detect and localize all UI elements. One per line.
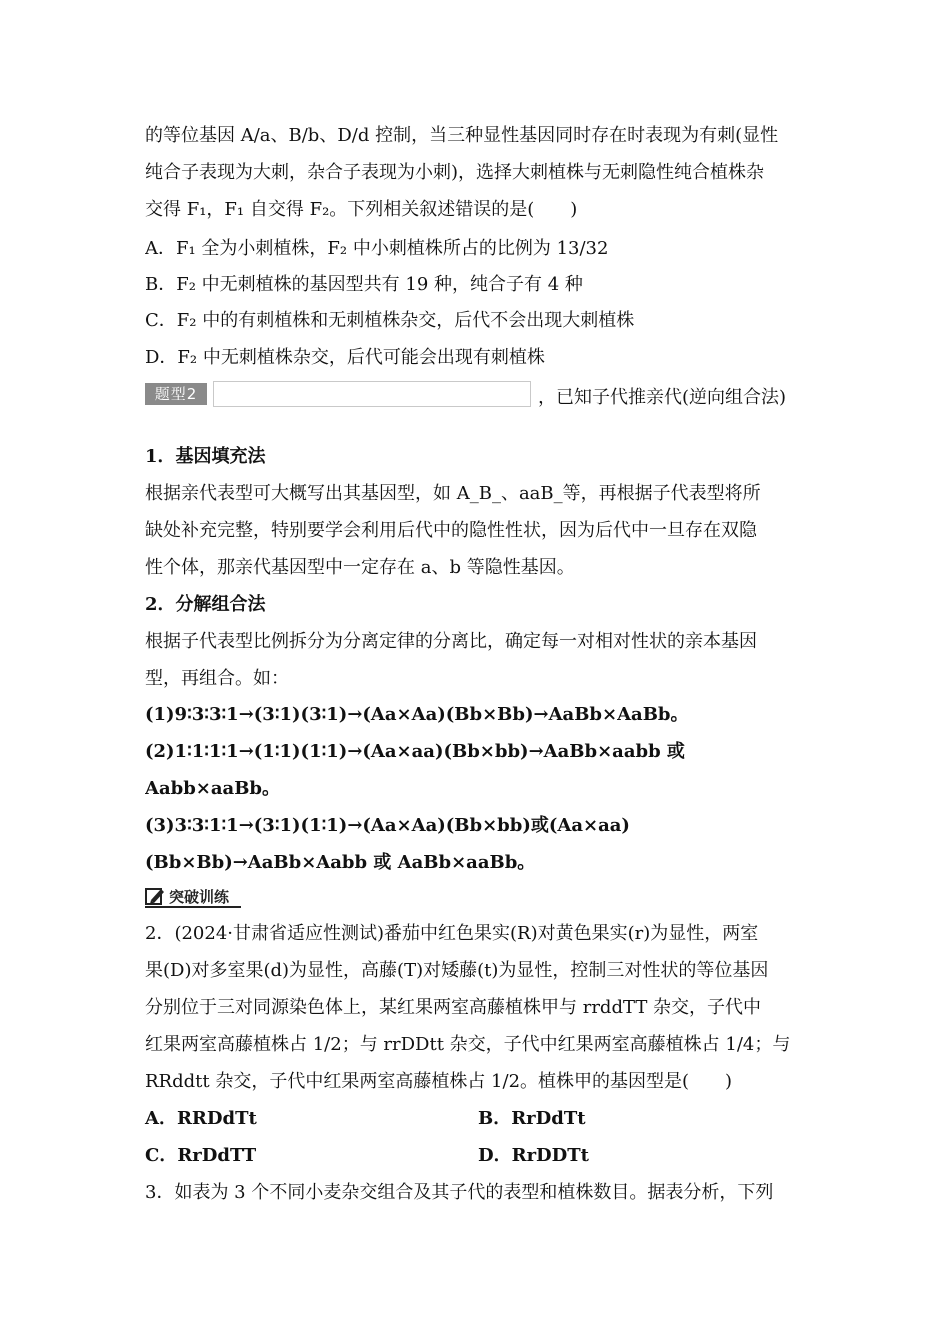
q2-line-2: 果(D)对多室果(d)为显性，高藤(T)对矮藤(t)为显性，控制三对性状的等位基因 bbox=[145, 960, 769, 981]
section-1-title: 1．基因填充法 bbox=[145, 446, 266, 467]
q2-line-3: 分别位于三对同源染色体上，某红果两室高藤植株甲与 rrddTT 杂交，子代中 bbox=[145, 997, 762, 1018]
training-underline bbox=[145, 906, 241, 908]
section-1-line-1: 根据亲代表型可大概写出其基因型，如 A_B_、aaB_等，再根据子代表型将所 bbox=[145, 483, 761, 504]
q2-option-b: B．RrDdTt bbox=[478, 1108, 586, 1129]
example-3-cont: (Bb×Bb)→AaBb×Aabb 或 AaBb×aaBb。 bbox=[145, 852, 536, 873]
intro-line-2: 纯合子表现为大刺，杂合子表现为小刺)，选择大刺植株与无刺隐性纯合植株杂 bbox=[145, 162, 765, 183]
example-2: (2)1∶1∶1∶1→(1∶1)(1∶1)→(Aa×aa)(Bb×bb)→AaBb×aabb 或 bbox=[145, 741, 685, 762]
q2-line-4: 红果两室高藤植株占 1/2；与 rrDDtt 杂交，子代中红果两室高藤植株占 1/4；与 bbox=[145, 1034, 791, 1055]
type-tag: 题型2 bbox=[145, 383, 207, 405]
section-2-line-2: 型，再组合。如： bbox=[145, 668, 289, 689]
q2-line-1: 2．(2024·甘肃省适应性测试)番茄中红色果实(R)对黄色果实(r)为显性，两室 bbox=[145, 923, 759, 944]
intro-line-3: 交得 F₁，F₁ 自交得 F₂。下列相关叙述错误的是( ) bbox=[145, 199, 578, 220]
type-title: ，已知子代推亲代(逆向组合法) bbox=[538, 387, 787, 408]
q2-line-5: RRddtt 杂交，子代中红果两室高藤植株占 1/2。植株甲的基因型是( ) bbox=[145, 1071, 733, 1092]
training-label: 突破训练 bbox=[169, 887, 230, 906]
q1-option-a: A．F₁ 全为小刺植株，F₂ 中小刺植株所占的比例为 13/32 bbox=[145, 238, 609, 259]
example-1: (1)9∶3∶3∶1→(3∶1)(3∶1)→(Aa×Aa)(Bb×Bb)→AaBb×AaBb。 bbox=[145, 704, 689, 725]
q1-option-b: B．F₂ 中无刺植株的基因型共有 19 种，纯合子有 4 种 bbox=[145, 274, 583, 295]
section-2-title: 2．分解组合法 bbox=[145, 594, 266, 615]
training-heading bbox=[145, 884, 229, 908]
section-1-line-3: 性个体，那亲代基因型中一定存在 a、b 等隐性基因。 bbox=[145, 557, 575, 578]
type-title-blank bbox=[213, 381, 531, 407]
q1-option-c: C．F₂ 中的有刺植株和无刺植株杂交，后代不会出现大刺植株 bbox=[145, 310, 635, 331]
q2-option-d: D．RrDDTt bbox=[478, 1145, 589, 1166]
q3-line-1: 3．如表为 3 个不同小麦杂交组合及其子代的表型和植株数目。据表分析，下列 bbox=[145, 1182, 774, 1203]
example-2-cont: Aabb×aaBb。 bbox=[145, 778, 281, 799]
q1-option-d: D．F₂ 中无刺植株杂交，后代可能会出现有刺植株 bbox=[145, 347, 545, 368]
intro-line-1: 的等位基因 A/a、B/b、D/d 控制，当三种显性基因同时存在时表现为有刺(显性 bbox=[145, 125, 779, 146]
q2-option-c: C．RrDdTT bbox=[145, 1145, 257, 1166]
q2-option-a: A．RRDdTt bbox=[145, 1108, 257, 1129]
pencil-icon bbox=[145, 886, 165, 906]
section-1-line-2: 缺处补充完整，特别要学会利用后代中的隐性性状，因为后代中一旦存在双隐 bbox=[145, 520, 757, 541]
example-3: (3)3∶3∶1∶1→(3∶1)(1∶1)→(Aa×Aa)(Bb×bb)或(Aa×aa) bbox=[145, 815, 630, 836]
section-2-line-1: 根据子代表型比例拆分为分离定律的分离比，确定每一对相对性状的亲本基因 bbox=[145, 631, 757, 652]
